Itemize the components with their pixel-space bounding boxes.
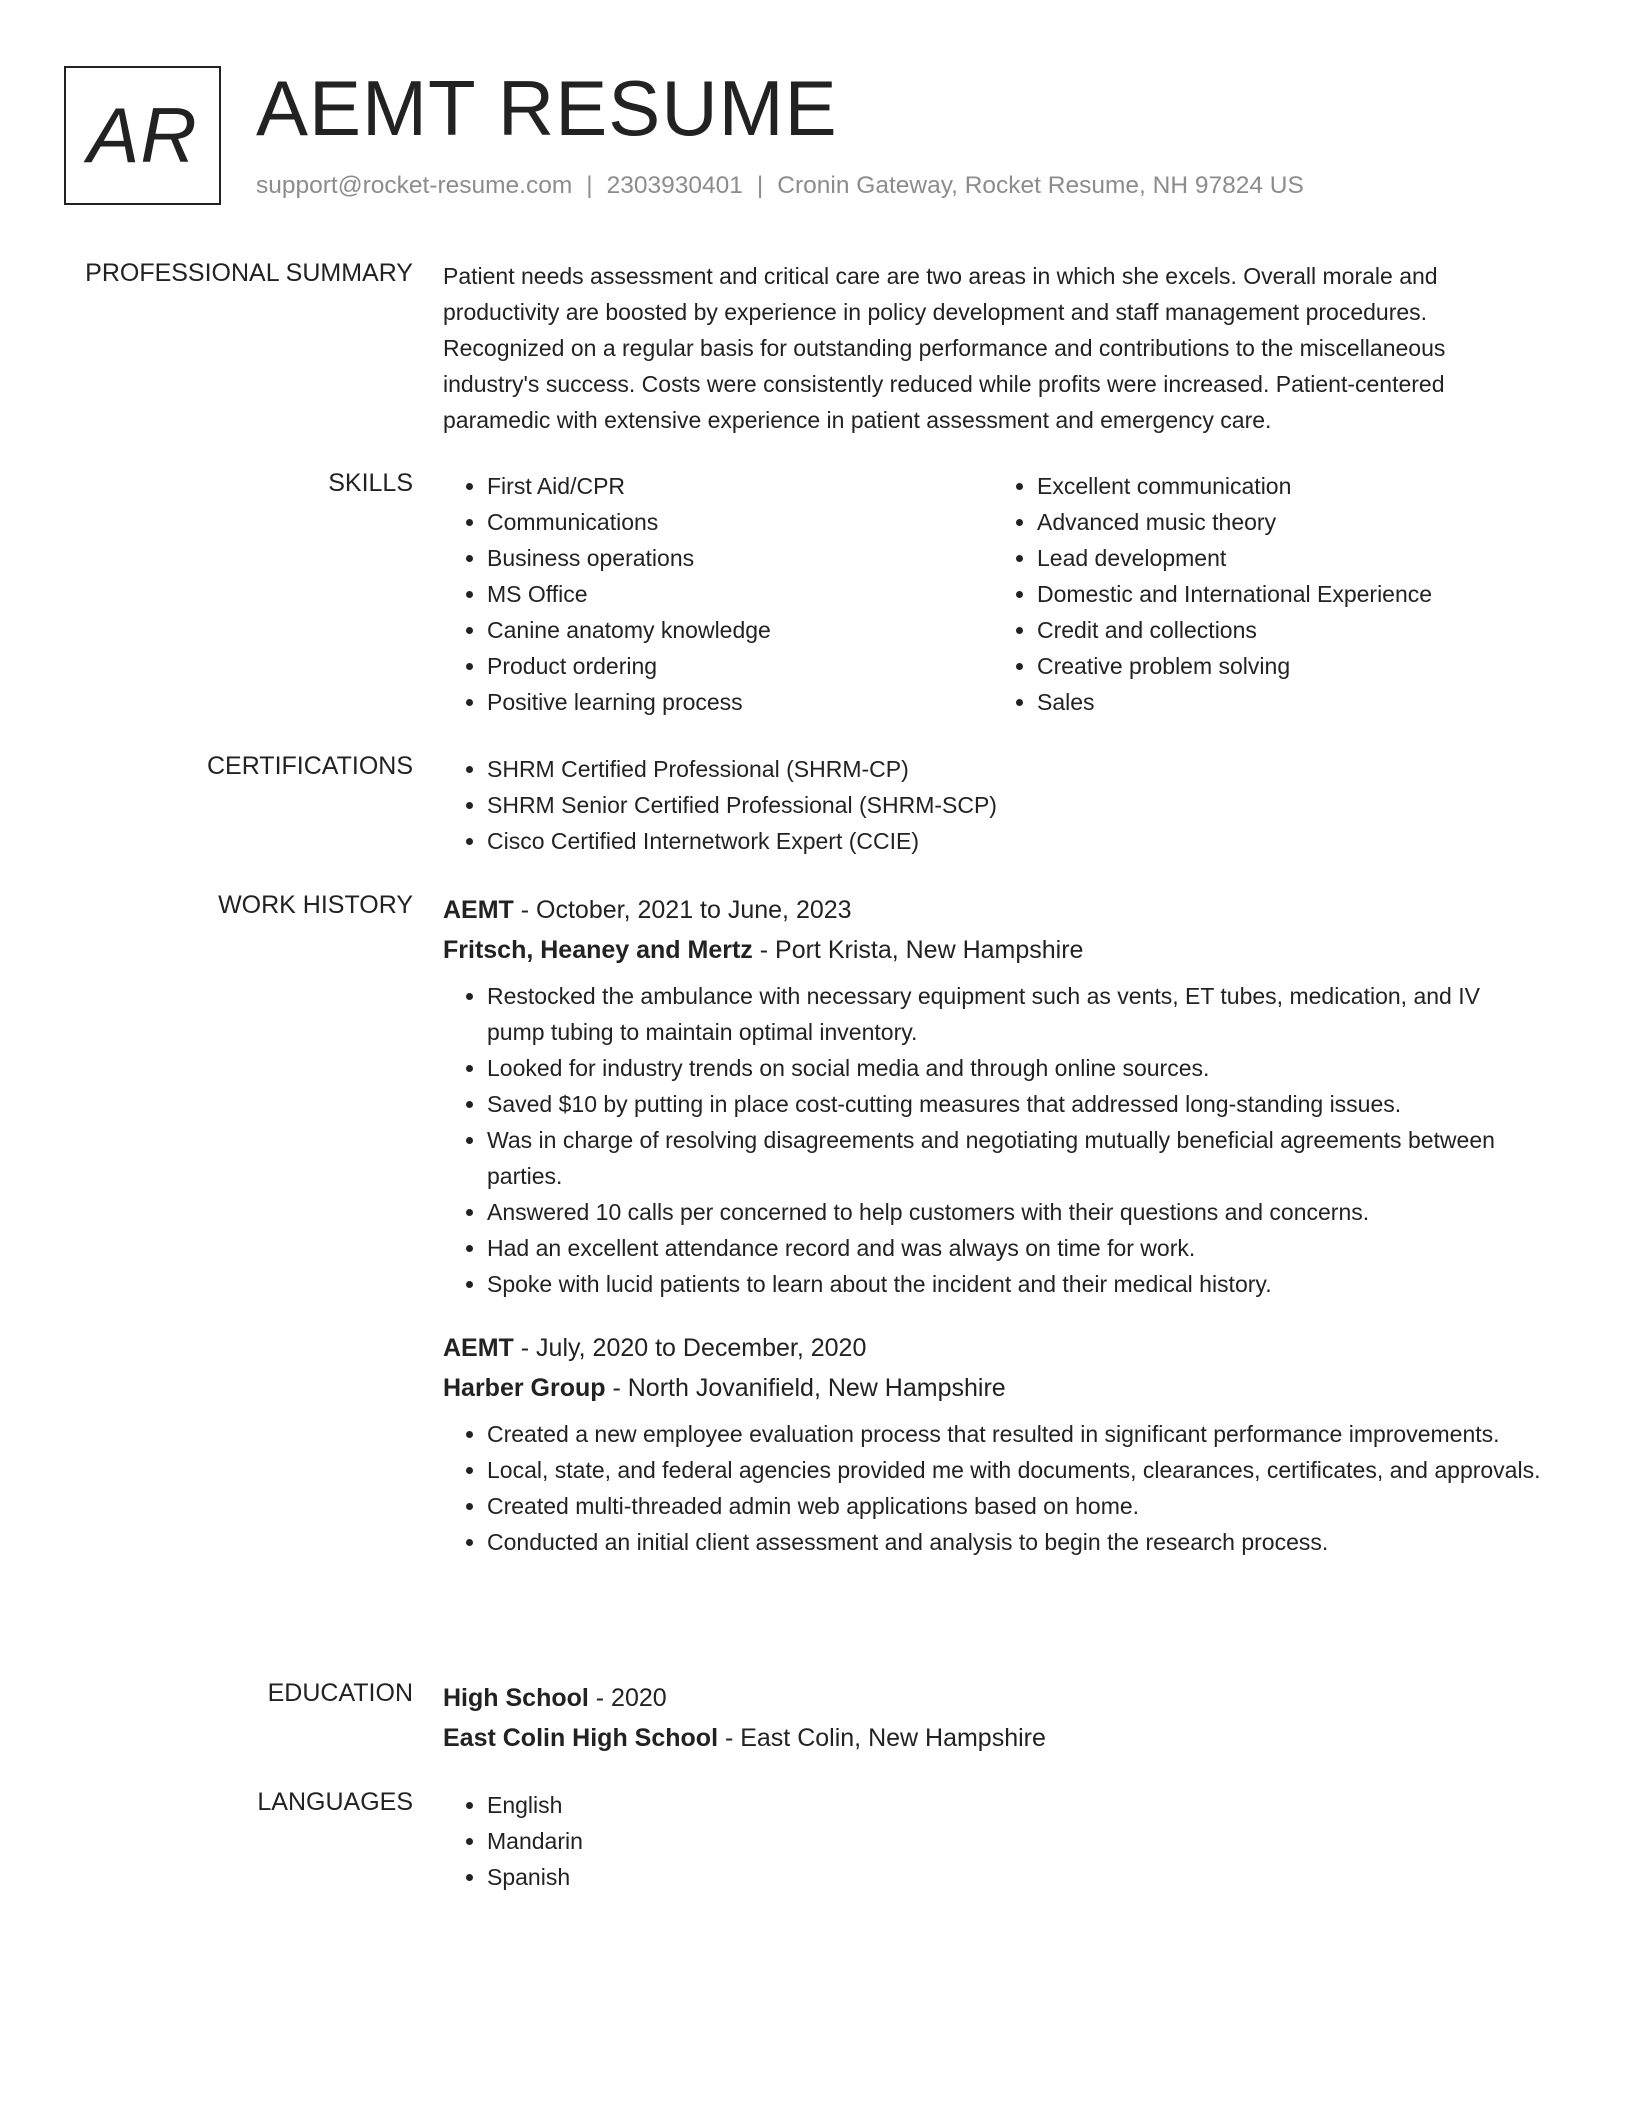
- contact-address: Cronin Gateway, Rocket Resume, NH 97824 US: [777, 172, 1304, 199]
- section-label-certifications: CERTIFICATIONS: [206, 752, 413, 780]
- skill-item: • Credit and collections: [1037, 612, 1543, 648]
- job-location: - Port Krista, New Hampshire: [752, 936, 1084, 964]
- contact-separator: |: [756, 172, 764, 199]
- section-label-languages: LANGUAGES: [257, 1788, 413, 1816]
- job-title-line: [443, 890, 1543, 930]
- contact-email: support@rocket-resume.com: [256, 172, 573, 199]
- job-entry: [443, 890, 1543, 1302]
- skill-item: • Business operations: [487, 540, 993, 576]
- job-bullet: • Created multi-threaded admin web applications based on home.: [487, 1488, 1543, 1524]
- education-body: [443, 1678, 1543, 1766]
- certifications-list: [443, 751, 1543, 859]
- job-company-line: [443, 930, 1543, 970]
- job-bullet: • Local, state, and federal agencies provided me with documents, clearances, certificates, and approvals.: [487, 1452, 1543, 1488]
- job-location: - North Jovanifield, New Hampshire: [605, 1374, 1006, 1402]
- certification-item: • SHRM Senior Certified Professional (SHRM-SCP): [487, 787, 1543, 823]
- education-degree: High School: [443, 1684, 589, 1712]
- education-location: - East Colin, New Hampshire: [718, 1724, 1046, 1752]
- skill-item: • Canine anatomy knowledge: [487, 612, 993, 648]
- languages-body: [443, 1787, 1543, 1895]
- certifications-body: [443, 751, 1543, 859]
- resume-header: [64, 66, 1564, 208]
- job-title-line: [443, 1328, 1543, 1368]
- contact-separator: |: [586, 172, 593, 199]
- skill-item: • Advanced music theory: [1037, 504, 1543, 540]
- skill-item: • Lead development: [1037, 540, 1543, 576]
- job-company: Fritsch, Heaney and Mertz: [443, 936, 753, 964]
- language-item: • Mandarin: [487, 1823, 1543, 1859]
- job-company: Harber Group: [443, 1374, 606, 1402]
- monogram-box: [64, 66, 221, 205]
- job-company-line: [443, 1368, 1543, 1408]
- job-title: AEMT: [443, 1334, 514, 1362]
- skill-item: • Communications: [487, 504, 993, 540]
- job-bullet: • Looked for industry trends on social media and through online sources.: [487, 1050, 1543, 1086]
- section-label-education: EDUCATION: [267, 1679, 413, 1707]
- work-history-body: [443, 890, 1543, 1586]
- education-school: East Colin High School: [443, 1724, 719, 1752]
- language-item: • Spanish: [487, 1859, 1543, 1895]
- skill-item: • Excellent communication: [1037, 468, 1543, 504]
- languages-list: [443, 1787, 1543, 1895]
- job-bullet: • Restocked the ambulance with necessary equipment such as vents, ET tubes, medication, and IV pump tubing to maintain optimal inventory.: [487, 978, 1543, 1050]
- contact-line: [256, 172, 1304, 200]
- skills-columns: [443, 468, 1543, 720]
- contact-phone: 2303930401: [606, 172, 743, 199]
- education-year: - 2020: [588, 1684, 667, 1712]
- skill-item: • Positive learning process: [487, 684, 993, 720]
- skills-list-left: [443, 468, 993, 720]
- education-school-line: [443, 1718, 1543, 1758]
- resume-title: AEMT RESUME: [256, 64, 838, 152]
- education-degree-line: [443, 1678, 1543, 1718]
- certification-item: • Cisco Certified Internetwork Expert (CCIE): [487, 823, 1543, 859]
- job-entry: [443, 1328, 1543, 1560]
- job-bullet: • Was in charge of resolving disagreements and negotiating mutually beneficial agreements between parties.: [487, 1122, 1543, 1194]
- language-item: • English: [487, 1787, 1543, 1823]
- job-bullet: • Created a new employee evaluation process that resulted in significant performance improvements.: [487, 1416, 1543, 1452]
- skills-list-right: [993, 468, 1543, 720]
- job-bullet: • Saved $10 by putting in place cost-cutting measures that addressed long-standing issues.: [487, 1086, 1543, 1122]
- job-bullets: [443, 1416, 1543, 1560]
- job-title: AEMT: [443, 896, 514, 924]
- skill-item: • MS Office: [487, 576, 993, 612]
- skill-item: • Product ordering: [487, 648, 993, 684]
- monogram-initials: AR: [87, 91, 198, 179]
- skill-item: • Sales: [1037, 684, 1543, 720]
- job-bullets: [443, 978, 1543, 1302]
- job-bullet: • Spoke with lucid patients to learn about the incident and their medical history.: [487, 1266, 1543, 1302]
- job-bullet: • Had an excellent attendance record and was always on time for work.: [487, 1230, 1543, 1266]
- job-bullet: • Answered 10 calls per concerned to help customers with their questions and concerns.: [487, 1194, 1543, 1230]
- skill-item: • Domestic and International Experience: [1037, 576, 1543, 612]
- job-dates: - October, 2021 to June, 2023: [513, 896, 852, 924]
- skill-item: • Creative problem solving: [1037, 648, 1543, 684]
- summary-text: Patient needs assessment and critical care are two areas in which she excels. Overall morale and productivity are boosted by experience in policy development and staff management procedures. Recognized on a regular basis for outstanding performance and contributions to the miscellaneous industry's success. Costs were consistently reduced while profits were increased. Patient-centered paramedic with extensive experience in patient assessment and emergency care.: [443, 263, 1446, 433]
- section-label-skills: SKILLS: [328, 469, 413, 497]
- job-dates: - July, 2020 to December, 2020: [513, 1334, 867, 1362]
- certification-item: • SHRM Certified Professional (SHRM-CP): [487, 751, 1543, 787]
- section-label-summary: PROFESSIONAL SUMMARY: [85, 259, 413, 287]
- job-bullet: • Conducted an initial client assessment and analysis to begin the research process.: [487, 1524, 1543, 1560]
- section-label-work-history: WORK HISTORY: [218, 891, 413, 919]
- skill-item: • First Aid/CPR: [487, 468, 993, 504]
